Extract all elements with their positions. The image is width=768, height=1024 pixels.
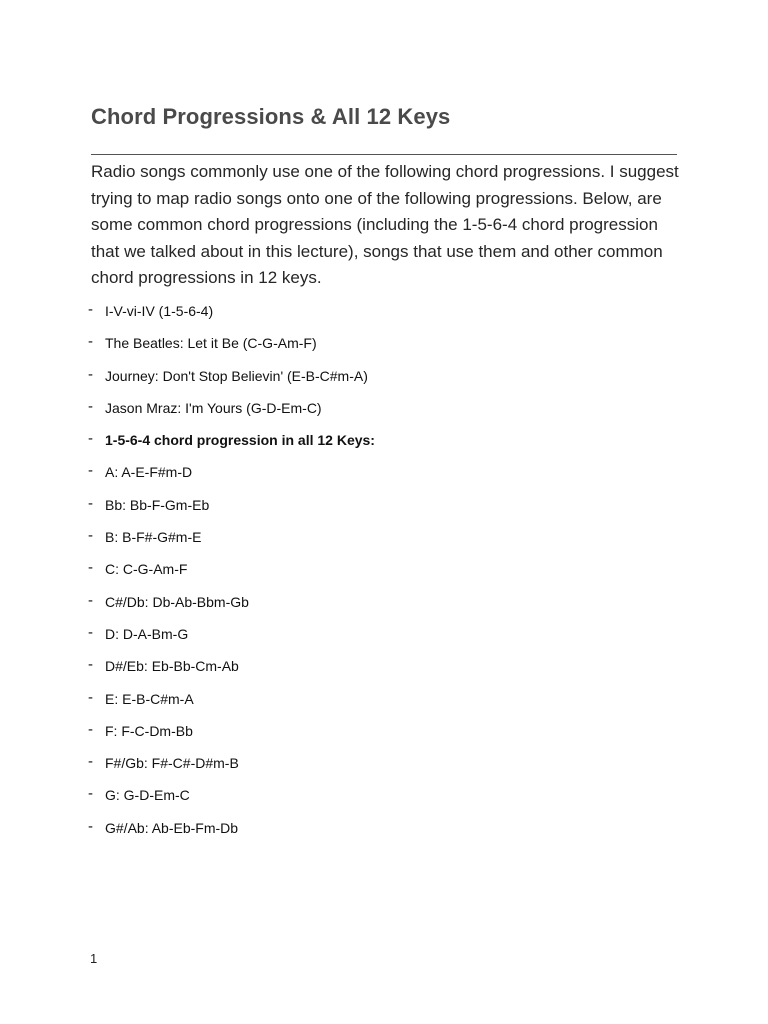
- list-item-text: G#/Ab: Ab-Eb-Fm-Db: [105, 819, 239, 836]
- list-item-text: G: G-D-Em-C: [105, 787, 190, 804]
- list-item-text: The Beatles: Let it Be (C-G-Am-F): [105, 335, 317, 352]
- bullet-dash: -: [88, 462, 93, 480]
- list-item: [88, 366, 688, 398]
- bullet-dash: -: [88, 301, 93, 318]
- list-item: [88, 592, 688, 624]
- list-item: [88, 333, 688, 365]
- list-item-text: Jason Mraz: I'm Yours (G-D-Em-C): [105, 399, 322, 416]
- title-divider: [91, 154, 677, 155]
- list-item: [88, 398, 688, 430]
- bullet-dash: -: [88, 591, 93, 609]
- list-item-text: F#/Gb: F#-C#-D#m-B: [105, 755, 239, 772]
- page-number: 1: [90, 951, 98, 966]
- list-item: [88, 430, 688, 462]
- list-item-text: C: C-G-Am-F: [105, 561, 188, 578]
- list-item: [88, 689, 688, 721]
- list-item: [88, 301, 688, 333]
- list-item-text: E: E-B-C#m-A: [105, 690, 194, 707]
- list-item-text: F: F-C-Dm-Bb: [105, 722, 193, 739]
- list-item-text: A: A-E-F#m-D: [105, 464, 193, 481]
- list-item-text: 1-5-6-4 chord progression in all 12 Keys:: [105, 432, 375, 449]
- list-item: [88, 559, 688, 591]
- bullet-dash: -: [88, 494, 93, 512]
- bullet-dash: -: [88, 817, 93, 835]
- bullet-dash: -: [88, 720, 93, 738]
- bullet-dash: -: [88, 527, 93, 545]
- bullet-dash: -: [88, 656, 93, 674]
- bullet-dash: -: [88, 559, 93, 577]
- bullet-dash: -: [88, 753, 93, 771]
- list-item: [88, 624, 688, 656]
- list-item: [88, 527, 688, 559]
- intro-paragraph: Radio songs commonly use one of the following chord progressions. I suggest trying to map radio songs onto one of the following progressions. Below, are some common chord progressions (including the 1-5-6-4 chord progression that we talked about in this lecture), songs that use them and other common chord progressions in 12 keys.: [91, 162, 679, 287]
- page-title: Chord Progressions & All 12 Keys: [91, 104, 451, 129]
- list-item-text: C#/Db: Db-Ab-Bbm-Gb: [105, 593, 249, 610]
- list-item: [88, 495, 688, 527]
- list-item: [88, 656, 688, 688]
- list-item-text: Bb: Bb-F-Gm-Eb: [105, 496, 210, 513]
- list-item-text: D#/Eb: Eb-Bb-Cm-Ab: [105, 658, 239, 675]
- list-item: [88, 753, 688, 785]
- list-item: [88, 785, 688, 817]
- bullet-dash: -: [88, 365, 93, 383]
- bullet-dash: -: [88, 333, 93, 351]
- bullet-dash: -: [88, 430, 93, 448]
- list-item-text: Journey: Don't Stop Believin' (E-B-C#m-A): [105, 367, 368, 384]
- list-item-text: I-V-vi-IV (1-5-6-4): [105, 303, 214, 319]
- list-item-text: D: D-A-Bm-G: [105, 625, 189, 642]
- bullet-dash: -: [88, 785, 93, 803]
- list-item: [88, 721, 688, 753]
- bullet-dash: -: [88, 397, 93, 415]
- list-item: [88, 818, 688, 850]
- list-item-text: B: B-F#-G#m-E: [105, 529, 202, 546]
- chord-progression-list: [88, 301, 688, 850]
- bullet-dash: -: [88, 623, 93, 641]
- list-item: [88, 462, 688, 494]
- bullet-dash: -: [88, 688, 93, 706]
